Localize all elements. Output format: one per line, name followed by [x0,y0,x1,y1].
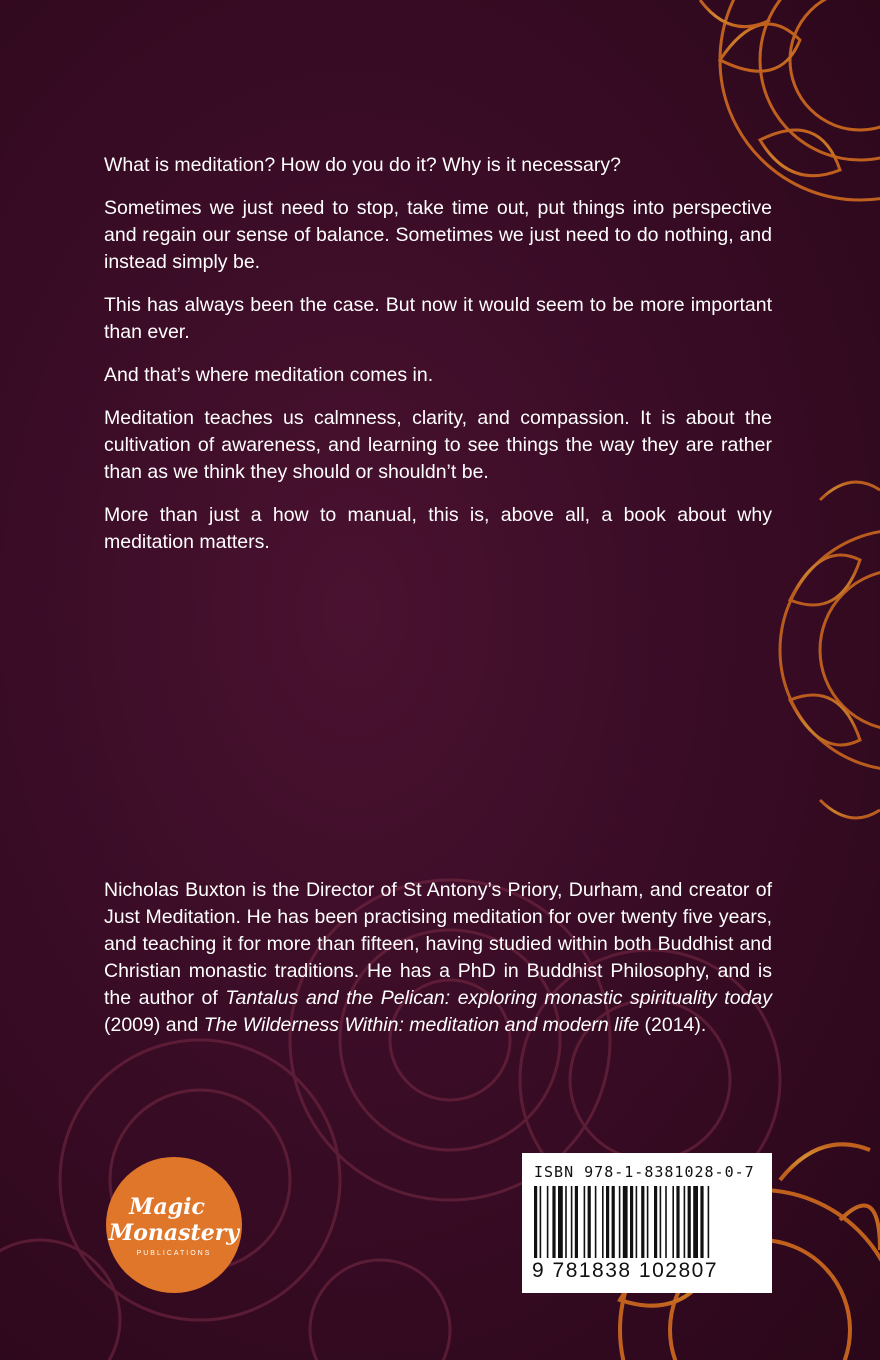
barcode-bar [584,1186,586,1258]
barcode-bar [547,1186,549,1258]
barcode-bar [575,1186,578,1258]
barcode-bar [540,1186,542,1258]
blurb-paragraph: What is meditation? How do you do it? Why is it necessary? [104,154,621,176]
blurb-paragraph: Sometimes we just need to stop, take time out, put things into perspective and regain our sense of balance. Sometimes we just need to do nothing, and instead simply be. [104,197,772,273]
barcode-bar [636,1186,638,1258]
book-title-2: The Wilderness Within: meditation and modern life [203,1014,640,1036]
barcode-bars [534,1186,760,1258]
bio-end: (2014). [639,1014,707,1036]
barcode-bar [571,1186,573,1258]
author-bio [104,877,772,1039]
barcode-bar [700,1186,703,1258]
barcode-bar [684,1186,686,1258]
logo-publications: PUBLICATIONS [136,1249,212,1257]
bio-intro: Nicholas Buxton is the Director of St Antony’s Priory, Durham, and creator of Just Meditation. He has been practising meditation for over twenty five years, and teaching it for more than fifteen, having studied within both Buddhist and Christian monastic traditions. He has a PhD in Buddhist Philosophy, and is the author of [104,879,772,1009]
barcode-bar [688,1186,691,1258]
barcode-bar [676,1186,679,1258]
barcode-bar [641,1186,644,1258]
barcode-bar [665,1186,667,1258]
bio-between: (2009) and [104,1014,204,1036]
barcode-bar [595,1186,597,1258]
barcode-bar [672,1186,674,1258]
barcode-bar [606,1186,609,1258]
isbn-label: ISBN 978-1-8381028-0-7 [534,1163,755,1181]
blurb-paragraph: More than just a how to manual, this is, above all, a book about why meditation matters. [104,504,772,553]
barcode-bar [565,1186,567,1258]
barcode-bar [619,1186,621,1258]
barcode-bar [693,1186,698,1258]
barcode-bar [534,1186,537,1258]
barcode-bar [630,1186,633,1258]
logo-word-magic: Magic [129,1193,205,1220]
barcode-bar [558,1186,563,1258]
barcode-bar [623,1186,628,1258]
barcode-bar [647,1186,649,1258]
barcode-bar [660,1186,662,1258]
publisher-logo [106,1157,242,1293]
book-title-1: Tantalus and the Pelican: exploring monastic spirituality today [225,987,772,1009]
barcode-bar [588,1186,591,1258]
isbn-barcode [522,1153,772,1293]
blurb-paragraph: Meditation teaches us calmness, clarity, and compassion. It is about the cultivation of awareness, and learning to see things the way they are rather than as we think they should or shouldn’t be. [104,407,772,483]
blurb-paragraph: This has always been the case. But now it would seem to be more important than ever. [104,294,772,343]
back-cover-blurb [104,152,772,572]
barcode-bar [654,1186,657,1258]
barcode-bar [612,1186,615,1258]
barcode-bar [552,1186,555,1258]
logo-word-monastery: Monastery [108,1219,240,1246]
barcode-bar [708,1186,710,1258]
barcode-bar [602,1186,604,1258]
barcode-digits: 9 781838 102807 [532,1259,718,1282]
blurb-paragraph: And that’s where meditation comes in. [104,364,434,386]
